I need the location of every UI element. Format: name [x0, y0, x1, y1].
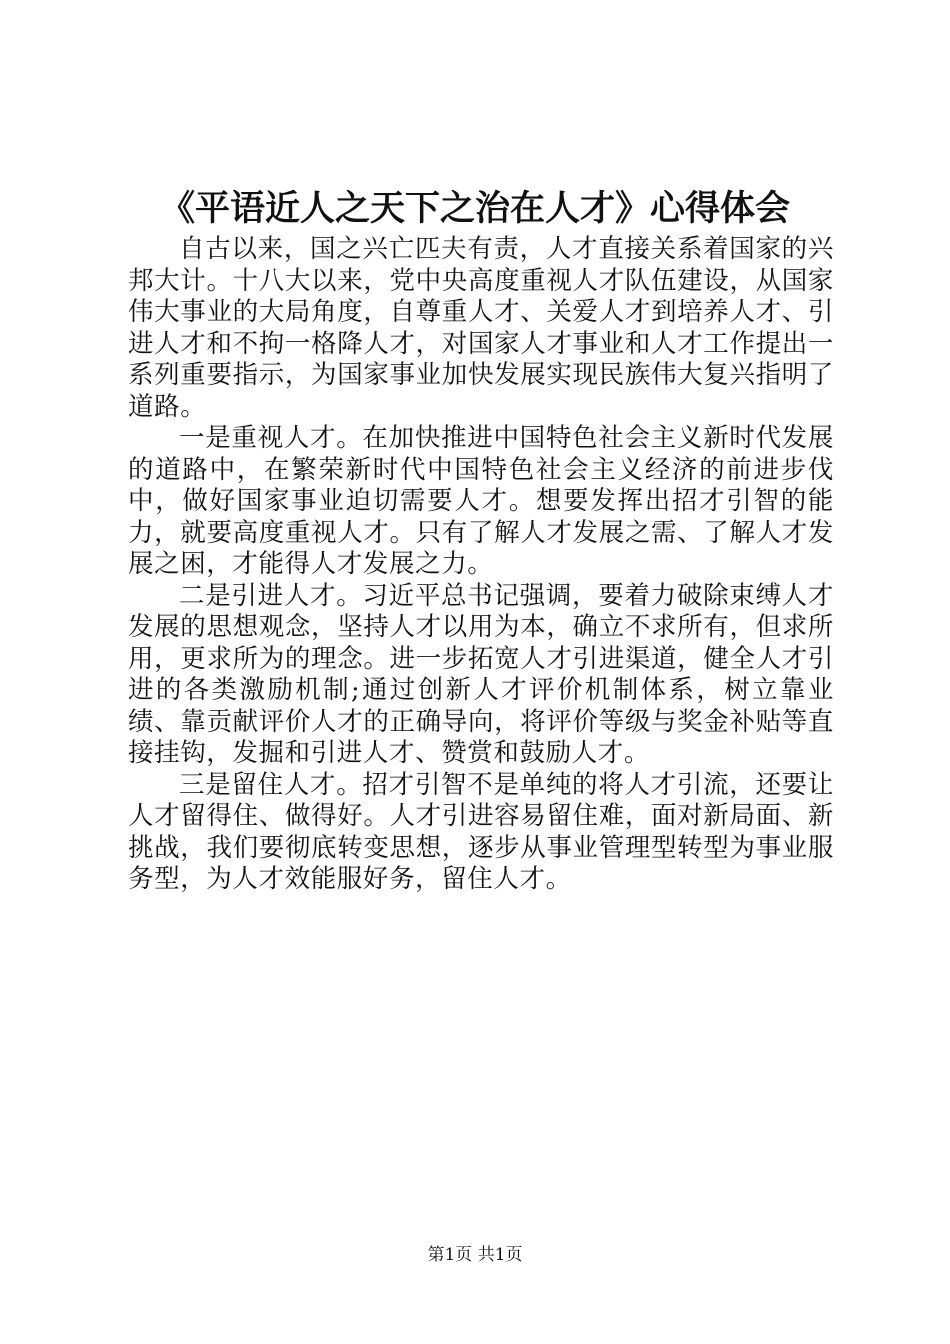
paragraph-value-talent: 一是重视人才。在加快推进中国特色社会主义新时代发展的道路中，在繁荣新时代中国特色社会主义经济的前进步伐中，做好国家事业迫切需要人才。想要发挥出招才引智的能力，就要高度重视人才。只有了解人才发展之需、了解人才发展之困，才能得人才发展之力。: [128, 423, 834, 579]
page-number-footer: 第1页 共1页: [427, 1245, 523, 1265]
paragraph-intro: 自古以来，国之兴亡匹夫有责，人才直接关系着国家的兴邦大计。十八大以来，党中央高度重视人才队伍建设，从国家伟大事业的大局角度，自尊重人才、关爱人才到培养人才、引进人才和不拘一格降人才，对国家人才事业和人才工作提出一系列重要指示，为国家事业加快发展实现民族伟大复兴指明了道路。: [128, 234, 834, 422]
document-title: 《平语近人之天下之治在人才》心得体会: [159, 188, 790, 229]
paragraph-attract-talent: 二是引进人才。习近平总书记强调，要着力破除束缚人才发展的思想观念，坚持人才以用为本，确立不求所有，但求所用，更求所为的理念。进一步拓宽人才引进渠道，健全人才引进的各类激励机制;通过创新人才评价机制体系，树立靠业绩、靠贡献评价人才的正确导向，将评价等级与奖金补贴等直接挂钩，发掘和引进人才、赞赏和鼓励人才。: [128, 580, 834, 768]
document-body: [128, 234, 834, 896]
paragraph-retain-talent: 三是留住人才。招才引智不是单纯的将人才引流，还要让人才留得住、做得好。人才引进容易留住难，面对新局面、新挑战，我们要彻底转变思想，逐步从事业管理型转型为事业服务型，为人才效能服好务，留住人才。: [128, 769, 834, 894]
